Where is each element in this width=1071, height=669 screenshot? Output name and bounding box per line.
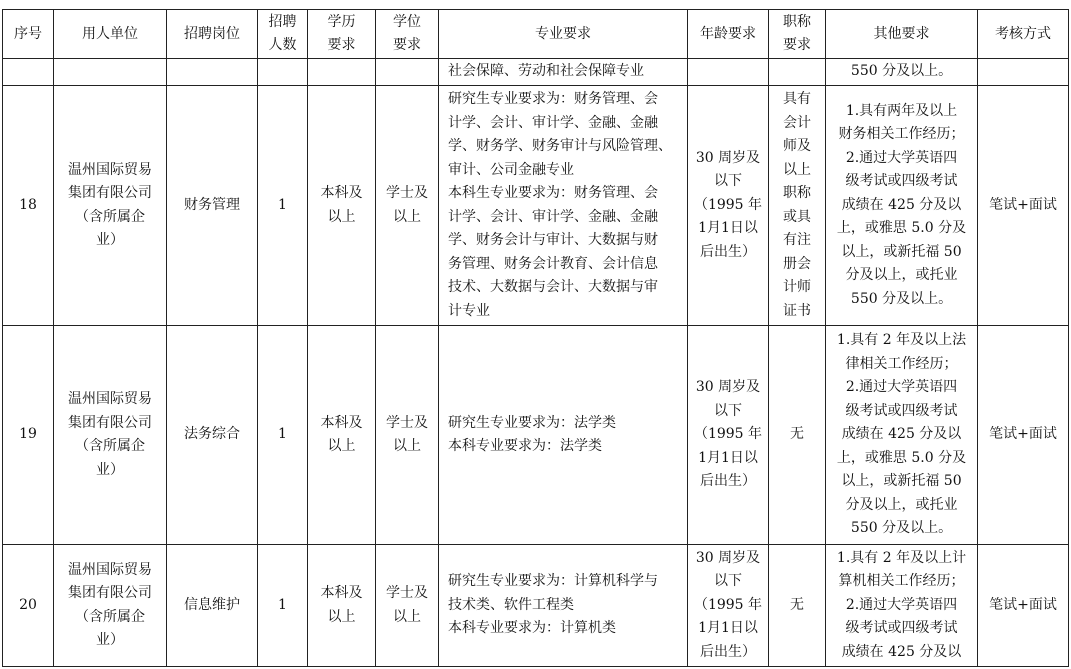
row-title: 无: [769, 326, 826, 545]
row-title: 无: [769, 545, 826, 667]
header-education: 学历 要求: [308, 10, 376, 59]
row-age: 30 周岁及 以下 （1995 年 1月1日以 后出生）: [688, 326, 769, 545]
continuation-row: [3, 59, 1069, 86]
row-position: 法务综合: [167, 326, 258, 545]
row-other: 1.具有两年及以上 财务相关工作经历； 2.通过大学英语四 级考试或四级考试 成绩在 425 分及以 上，或雅思 5.0 分及 以上，或新托福 50 分及以上，或托业 550 分及以上。: [826, 86, 978, 326]
row-major: 研究生专业要求为：法学类 本科专业要求为：法学类: [439, 326, 688, 545]
row-exam: 笔试+面试: [978, 86, 1069, 326]
row-position: 财务管理: [167, 86, 258, 326]
row-exam: 笔试+面试: [978, 326, 1069, 545]
row-other: 1.具有 2 年及以上计 算机相关工作经历； 2.通过大学英语四 级考试或四级考试 成绩在 425 分及以: [826, 545, 978, 667]
header-other: 其他要求: [826, 10, 978, 59]
continuation-major: 社会保障、劳动和社会保障专业: [439, 59, 688, 86]
row-age: 30 周岁及 以下 （1995 年 1月1日以 后出生）: [688, 86, 769, 326]
row-other: 1.具有 2 年及以上法 律相关工作经历； 2.通过大学英语四 级考试或四级考试 成绩在 425 分及以 上，或雅思 5.0 分及 以上，或新托福 50 分及以上，或托业 550 分及以上。: [826, 326, 978, 545]
row-title: 具有 会计 师及 以上 职称 或具 有注 册会 计师 证书: [769, 86, 826, 326]
row-position: 信息维护: [167, 545, 258, 667]
row-unit: 温州国际贸易 集团有限公司 （含所属企 业）: [54, 86, 167, 326]
table-row: [3, 86, 1069, 326]
row-no: 19: [3, 326, 54, 545]
header-position: 招聘岗位: [167, 10, 258, 59]
row-education: 本科及 以上: [308, 545, 376, 667]
header-major: 专业要求: [439, 10, 688, 59]
header-unit: 用人单位: [54, 10, 167, 59]
continuation-other: 550 分及以上。: [826, 59, 978, 86]
header-no: 序号: [3, 10, 54, 59]
row-age: 30 周岁及 以下 （1995 年 1月1日以 后出生）: [688, 545, 769, 667]
header-title: 职称 要求: [769, 10, 826, 59]
row-count: 1: [258, 326, 308, 545]
header-degree: 学位 要求: [376, 10, 439, 59]
row-major: 研究生专业要求为：财务管理、会 计学、会计、审计学、金融、金融 学、财务学、财务审计与风险管理、 审计、公司金融专业 本科生专业要求为：财务管理、会 计学、会计、审计学、金融、金融 学、财务会计与审计、大数据与财 务管理、财务会计教育、会计信息 技术、大数据与会计、大数据与审 计专业: [439, 86, 688, 326]
header-age: 年龄要求: [688, 10, 769, 59]
header-count: 招聘 人数: [258, 10, 308, 59]
row-exam: 笔试+面试: [978, 545, 1069, 667]
row-education: 本科及 以上: [308, 86, 376, 326]
row-unit: 温州国际贸易 集团有限公司 （含所属企 业）: [54, 545, 167, 667]
header-exam: 考核方式: [978, 10, 1069, 59]
row-count: 1: [258, 86, 308, 326]
row-degree: 学士及 以上: [376, 545, 439, 667]
table-row: [3, 326, 1069, 545]
row-education: 本科及 以上: [308, 326, 376, 545]
row-count: 1: [258, 545, 308, 667]
row-no: 20: [3, 545, 54, 667]
row-degree: 学士及 以上: [376, 86, 439, 326]
row-degree: 学士及 以上: [376, 326, 439, 545]
row-no: 18: [3, 86, 54, 326]
header-row: [3, 10, 1069, 59]
row-major: 研究生专业要求为：计算机科学与 技术类、软件工程类 本科专业要求为：计算机类: [439, 545, 688, 667]
table-row: [3, 545, 1069, 667]
recruitment-table: [2, 9, 1069, 667]
row-unit: 温州国际贸易 集团有限公司 （含所属企 业）: [54, 326, 167, 545]
